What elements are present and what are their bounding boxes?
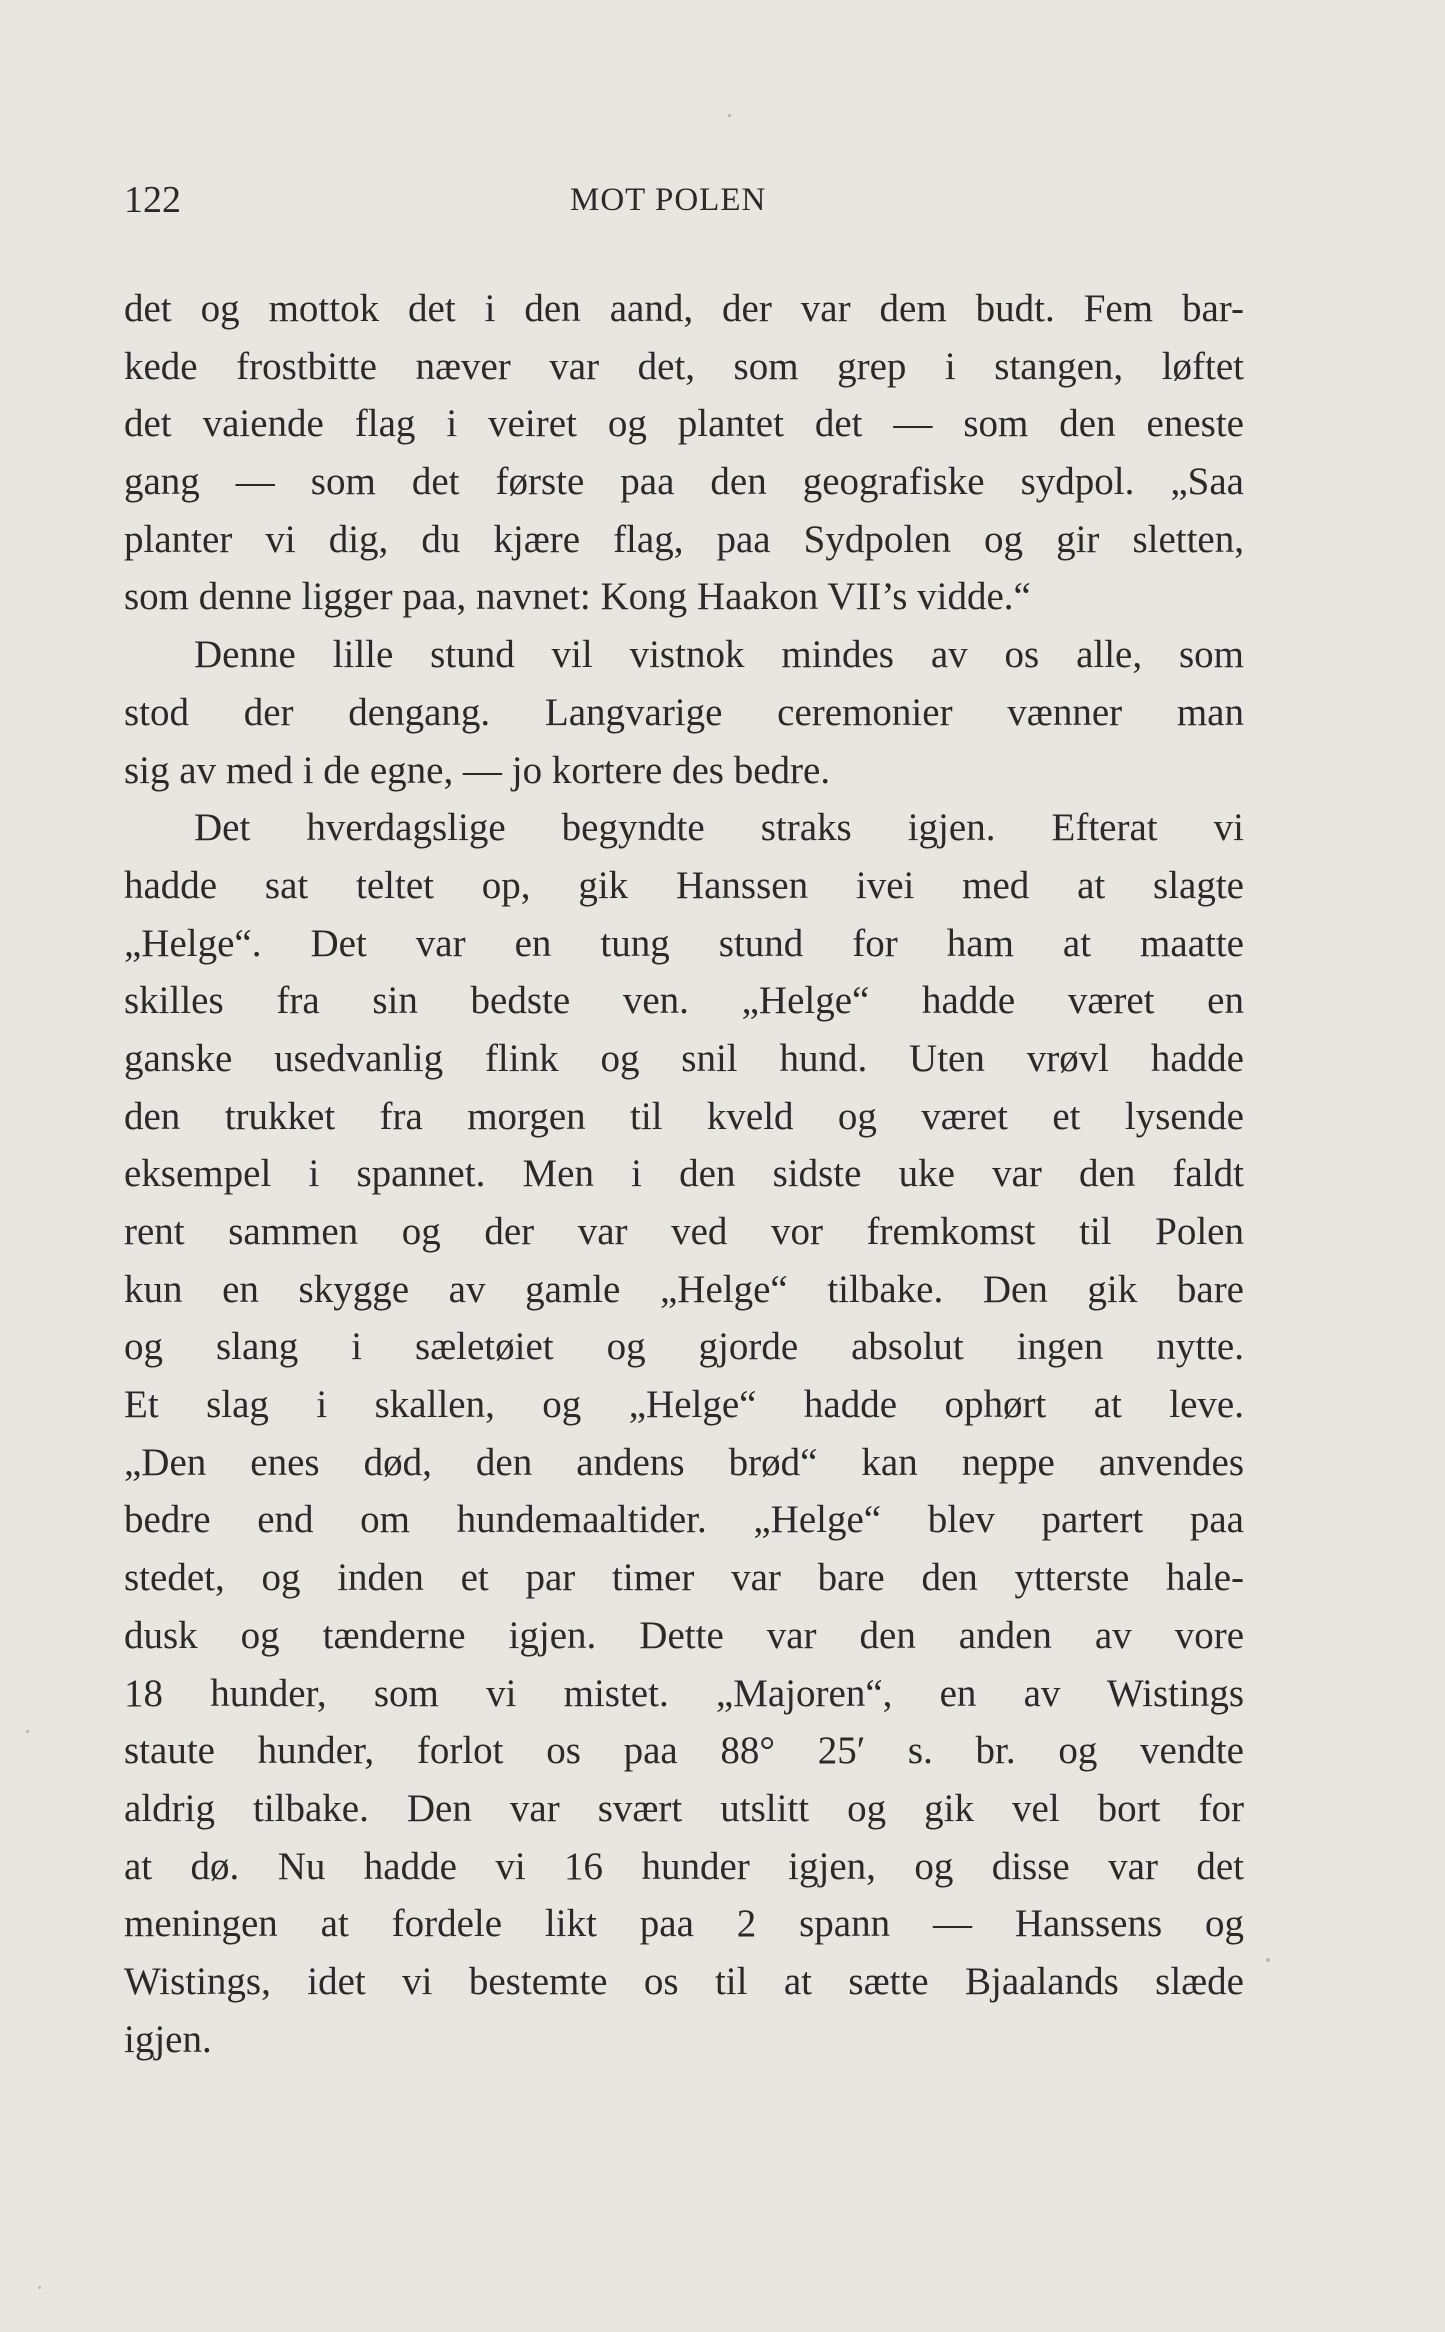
text-line: gang — som det første paa den geografiske sydpol. „Saa: [124, 460, 1244, 504]
text-line: og slang i sæletøiet og gjorde absolut ingen nytte.: [124, 1325, 1244, 1369]
text-line: Wistings, idet vi bestemte os til at sætte Bjaalands slæde: [124, 1959, 1244, 2003]
text-line: den trukket fra morgen til kveld og været et lysende: [124, 1094, 1244, 1138]
text-line: kun en skygge av gamle „Helge“ tilbake. Den gik bare: [124, 1267, 1244, 1311]
paragraph-start-line: Det hverdagslige begyndte straks igjen. Efterat vi: [194, 806, 1244, 850]
text-line: ganske usedvanlig flink og snil hund. Uten vrøvl hadde: [124, 1036, 1244, 1080]
text-line: dusk og tænderne igjen. Dette var den anden av vore: [124, 1613, 1244, 1657]
body-text: [124, 280, 1244, 2068]
text-line: stedet, og inden et par timer var bare den ytterste hale-: [124, 1556, 1244, 1600]
text-line: hadde sat teltet op, gik Hanssen ivei med at slagte: [124, 863, 1244, 907]
text-line: Et slag i skallen, og „Helge“ hadde ophørt at leve.: [124, 1383, 1244, 1427]
text-line: at dø. Nu hadde vi 16 hunder igjen, og disse var det: [124, 1844, 1244, 1888]
text-line: aldrig tilbake. Den var svært utslitt og gik vel bort for: [124, 1786, 1244, 1830]
text-line: 18 hunder, som vi mistet. „Majoren“, en av Wistings: [124, 1671, 1244, 1715]
text-line: kede frostbitte næver var det, som grep i stangen, løftet: [124, 344, 1244, 388]
text-line: eksempel i spannet. Men i den sidste uke var den faldt: [124, 1152, 1244, 1196]
paper-speck: [26, 1730, 29, 1733]
text-line: det og mottok det i den aand, der var dem budt. Fem bar-: [124, 287, 1244, 330]
text-line: som denne ligger paa, navnet: Kong Haakon VII’s vidde.“: [124, 575, 1031, 619]
text-line: meningen at fordele likt paa 2 spann — Hanssens og: [124, 1902, 1244, 1946]
paragraph-start-line: Denne lille stund vil vistnok mindes av os alle, som: [194, 633, 1244, 677]
text-line: rent sammen og der var ved vor fremkomst til Polen: [124, 1210, 1244, 1253]
text-line: „Helge“. Det var en tung stund for ham at maatte: [124, 921, 1244, 965]
text-line: staute hunder, forlot os paa 88° 25′ s. br. og vendte: [124, 1729, 1244, 1773]
text-line: bedre end om hundemaaltider. „Helge“ blev partert paa: [124, 1498, 1244, 1542]
text-line: det vaiende flag i veiret og plantet det — som den eneste: [124, 402, 1244, 446]
text-line: stod der dengang. Langvarige ceremonier vænner man: [124, 690, 1244, 734]
paper-speck: [728, 114, 731, 117]
paper-speck: [1266, 1958, 1270, 1962]
running-title: MOT POLEN: [570, 182, 767, 218]
text-line: igjen.: [124, 2017, 212, 2061]
text-line: planter vi dig, du kjære flag, paa Sydpolen og gir sletten,: [124, 517, 1244, 561]
text-line: „Den enes død, den andens brød“ kan neppe anvendes: [124, 1440, 1244, 1484]
running-head: [124, 172, 1244, 228]
text-line: skilles fra sin bedste ven. „Helge“ hadde været en: [124, 979, 1244, 1023]
paper-speck: [38, 2286, 41, 2289]
text-line: sig av med i de egne, — jo kortere des bedre.: [124, 748, 831, 792]
page-number: 122: [124, 179, 181, 221]
